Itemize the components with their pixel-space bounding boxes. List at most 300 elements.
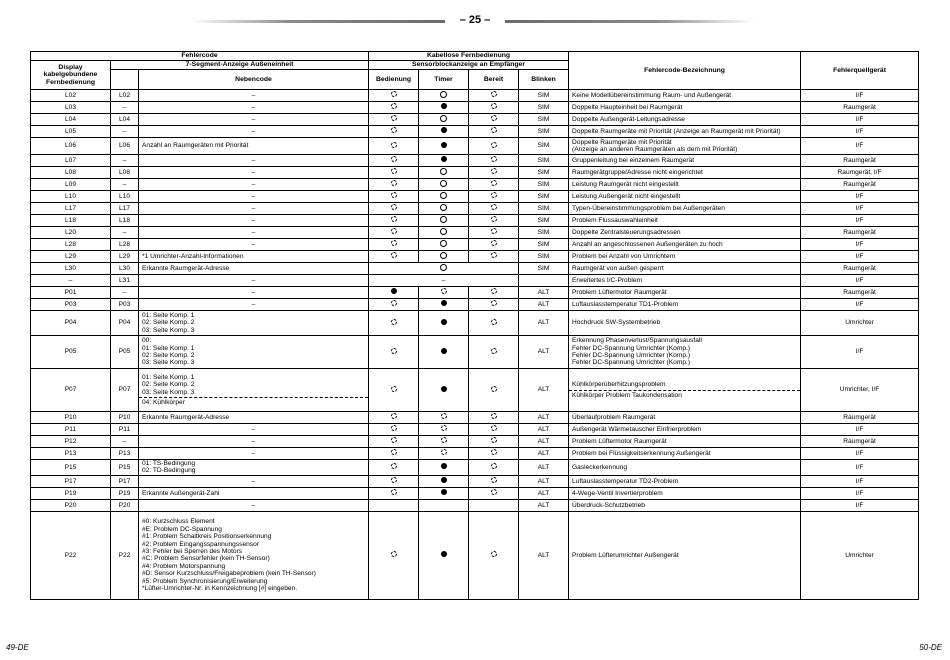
nebencode-line: Erkannte Raumgerät-Adresse xyxy=(142,264,230,272)
blinking-circle-icon xyxy=(441,425,447,431)
bedienung-indicator xyxy=(369,424,419,436)
error-source: Umrichter, I/F xyxy=(801,369,919,412)
col-7seg-code xyxy=(111,70,139,90)
blinking-circle-icon xyxy=(491,168,497,174)
bedienung-indicator xyxy=(369,412,419,424)
display-code: L02 xyxy=(31,90,111,102)
blinking-circle-icon xyxy=(491,142,497,148)
footer-left: 49-DE xyxy=(6,643,29,652)
blinken-value: ALT xyxy=(519,475,569,487)
segment-code: P20 xyxy=(111,499,139,511)
nebencode xyxy=(139,275,369,287)
display-code: L17 xyxy=(31,203,111,215)
col-bereit: Bereit xyxy=(469,70,519,90)
display-code: L05 xyxy=(31,126,111,138)
error-source: I/F xyxy=(801,215,919,227)
blinking-circle-icon xyxy=(491,127,497,133)
bedienung-indicator xyxy=(369,126,419,138)
error-description-line: Doppelte Haupteinheit bei Raumgerät xyxy=(572,103,683,111)
nebencode-line: – xyxy=(251,115,256,123)
page-number: – 25 – xyxy=(459,14,491,26)
blinken-value: SIM xyxy=(519,126,569,138)
timer-indicator xyxy=(419,126,469,138)
error-source: Raumgerät, I/F xyxy=(801,167,919,179)
blinken-value: ALT xyxy=(519,412,569,424)
error-description xyxy=(569,299,801,311)
error-description xyxy=(569,239,801,251)
error-description xyxy=(569,412,801,424)
nebencode xyxy=(139,239,369,251)
error-description xyxy=(569,448,801,460)
bereit-indicator xyxy=(469,239,519,251)
nebencode-line: – xyxy=(251,449,256,457)
bereit-indicator xyxy=(469,138,519,155)
timer-indicator xyxy=(419,475,469,487)
blinking-circle-icon xyxy=(391,192,397,198)
timer-indicator xyxy=(419,448,469,460)
error-description xyxy=(569,287,801,299)
nebencode-line: – xyxy=(251,425,256,433)
timer-indicator xyxy=(419,436,469,448)
segment-code: L30 xyxy=(111,263,139,275)
display-code: L06 xyxy=(31,138,111,155)
error-description-line: (Anzeige an anderen Raumgeräten als dem mit Priorität) xyxy=(572,146,738,153)
bedienung-indicator xyxy=(369,90,419,102)
segment-code: P19 xyxy=(111,487,139,499)
nebencode xyxy=(139,511,369,599)
timer-indicator xyxy=(419,251,469,263)
timer-indicator xyxy=(419,155,469,167)
display-code: L29 xyxy=(31,251,111,263)
table-row xyxy=(31,114,919,126)
nebencode xyxy=(139,114,369,126)
nebencode-line: 02: TD-Bedingung xyxy=(142,467,196,475)
filled-circle-icon xyxy=(441,348,447,354)
timer-indicator xyxy=(419,287,469,299)
error-description xyxy=(569,215,801,227)
error-description-line: Erkennung Phasenverlust/Spannungsausfall xyxy=(572,337,702,345)
error-source: I/F xyxy=(801,448,919,460)
nebencode xyxy=(139,311,369,336)
error-source: Umrichter xyxy=(801,511,919,599)
blinking-circle-icon xyxy=(491,252,497,258)
error-description-line: Außengerät Wärmetauscher Einfrierproblem xyxy=(572,425,702,433)
error-source: Raumgerät xyxy=(801,155,919,167)
blinking-circle-icon xyxy=(491,180,497,186)
error-description xyxy=(569,227,801,239)
sensor-indicator xyxy=(369,263,519,275)
filled-circle-icon xyxy=(441,156,447,162)
display-code: L07 xyxy=(31,155,111,167)
error-description xyxy=(569,102,801,114)
error-description-line: Fehler DC-Spannung Umrichter (Komp.) xyxy=(572,359,691,367)
bedienung-indicator xyxy=(369,251,419,263)
segment-code: – xyxy=(111,126,139,138)
display-code: – xyxy=(31,275,111,287)
nebencode-line: 03: Seite Komp. 3 xyxy=(142,388,195,396)
bedienung-indicator xyxy=(369,287,419,299)
bereit-indicator xyxy=(469,227,519,239)
nebencode xyxy=(139,448,369,460)
timer-indicator xyxy=(419,239,469,251)
bedienung-indicator xyxy=(369,369,419,412)
nebencode-line: 01: Seite Komp. 1 xyxy=(142,373,195,381)
blinking-circle-icon xyxy=(491,551,497,557)
error-description xyxy=(569,460,801,476)
blinking-circle-icon xyxy=(391,413,397,419)
table-row xyxy=(31,102,919,114)
open-circle-icon xyxy=(440,168,447,175)
col-bezeichnung: Fehlercode-Bezeichnung xyxy=(569,52,801,90)
nebencode xyxy=(139,412,369,424)
bereit-indicator xyxy=(469,369,519,412)
error-description xyxy=(569,138,801,155)
timer-indicator xyxy=(419,191,469,203)
bereit-indicator xyxy=(469,299,519,311)
blinking-circle-icon xyxy=(391,489,397,495)
segment-code: L29 xyxy=(111,251,139,263)
nebencode-line: #4: Problem Motorspannung xyxy=(142,562,226,570)
blinking-circle-icon xyxy=(391,103,397,109)
segment-code: L31 xyxy=(111,275,139,287)
table-row xyxy=(31,311,919,336)
display-code: P12 xyxy=(31,436,111,448)
segment-code: L18 xyxy=(111,215,139,227)
error-source: I/F xyxy=(801,275,919,287)
display-code: P07 xyxy=(31,369,111,412)
table-row xyxy=(31,90,919,102)
nebencode-line: – xyxy=(251,437,256,445)
blinking-circle-icon xyxy=(391,204,397,210)
bedienung-indicator xyxy=(369,138,419,155)
error-description xyxy=(569,311,801,336)
nebencode-line: 01: Seite Komp. 1 xyxy=(142,311,195,319)
blinking-circle-icon xyxy=(491,228,497,234)
table-row xyxy=(31,511,919,599)
segment-code: – xyxy=(111,287,139,299)
error-description xyxy=(569,114,801,126)
bereit-indicator xyxy=(469,460,519,476)
timer-indicator xyxy=(419,487,469,499)
nebencode xyxy=(139,191,369,203)
error-description xyxy=(569,424,801,436)
blinking-circle-icon xyxy=(391,386,397,392)
nebencode-line: – xyxy=(251,91,256,99)
error-source: Raumgerät xyxy=(801,436,919,448)
blinken-value: SIM xyxy=(519,263,569,275)
nebencode-line: – xyxy=(251,216,256,224)
blinking-circle-icon xyxy=(491,156,497,162)
blinken-value: ALT xyxy=(519,436,569,448)
blinken-value: SIM xyxy=(519,114,569,126)
table-row xyxy=(31,448,919,460)
display-code: L30 xyxy=(31,263,111,275)
error-source: Umrichter xyxy=(801,311,919,336)
blinking-circle-icon xyxy=(441,288,447,294)
open-circle-icon xyxy=(440,240,447,247)
table-row xyxy=(31,215,919,227)
blinken-value: ALT xyxy=(519,460,569,476)
col-blinken: Blinken xyxy=(519,70,569,90)
nebencode xyxy=(139,126,369,138)
display-code: P19 xyxy=(31,487,111,499)
filled-circle-icon xyxy=(441,142,447,148)
blinking-circle-icon xyxy=(491,413,497,419)
blinking-circle-icon xyxy=(491,319,497,325)
timer-indicator xyxy=(419,138,469,155)
error-source: Raumgerät xyxy=(801,227,919,239)
bereit-indicator xyxy=(469,436,519,448)
error-description-line: Problem bei Anzahl von Umrichtern xyxy=(572,252,676,260)
blinken-value: SIM xyxy=(519,191,569,203)
error-description-line: Anzahl an angeschlossenen Außengeräten zu hoch xyxy=(572,240,723,248)
error-description-line: Hochdruck SW-Systembetrieb xyxy=(572,319,661,327)
timer-indicator xyxy=(419,215,469,227)
error-description xyxy=(569,275,801,287)
segment-code: P05 xyxy=(111,336,139,369)
error-source: Raumgerät xyxy=(801,263,919,275)
error-description xyxy=(569,179,801,191)
nebencode-line: – xyxy=(251,501,256,509)
error-description-line: Leistung Außengerät nicht eingestellt xyxy=(572,192,681,200)
timer-indicator xyxy=(419,179,469,191)
display-code: P05 xyxy=(31,336,111,369)
nebencode xyxy=(139,227,369,239)
error-description-line: Luftauslasstemperatur TD1-Problem xyxy=(572,300,679,308)
blinken-value: SIM xyxy=(519,155,569,167)
table-row xyxy=(31,299,919,311)
bereit-indicator xyxy=(469,487,519,499)
error-description xyxy=(569,499,801,511)
blinking-circle-icon xyxy=(491,288,497,294)
col-display: Display kabelgebundene Fernbedienung xyxy=(31,61,111,90)
error-description-line: Raumgerätgruppe/Adresse nicht eingerichtet xyxy=(572,168,703,176)
timer-indicator xyxy=(419,227,469,239)
group-sensor: Sensorblockanzeige an Empfänger xyxy=(369,61,569,70)
nebencode-line: – xyxy=(251,168,256,176)
open-circle-icon xyxy=(440,115,447,122)
nebencode xyxy=(139,155,369,167)
blinking-circle-icon xyxy=(391,449,397,455)
filled-circle-icon xyxy=(391,288,397,294)
table-row xyxy=(31,460,919,476)
blinking-circle-icon xyxy=(491,348,497,354)
bereit-indicator xyxy=(469,511,519,599)
nebencode-line: Erkannte Außengerät-Zahl xyxy=(142,489,220,497)
bereit-indicator xyxy=(469,311,519,336)
error-source: Raumgerät xyxy=(801,412,919,424)
blinken-value xyxy=(519,275,569,287)
timer-indicator xyxy=(419,460,469,476)
blinking-circle-icon xyxy=(491,91,497,97)
error-description-line: Luftauslasstemperatur TD2-Problem xyxy=(572,477,679,485)
error-source: I/F xyxy=(801,336,919,369)
nebencode-line: – xyxy=(251,276,256,284)
blinking-circle-icon xyxy=(491,192,497,198)
filled-circle-icon xyxy=(441,300,447,306)
blinking-circle-icon xyxy=(491,463,497,469)
blinking-circle-icon xyxy=(391,463,397,469)
blinking-circle-icon xyxy=(391,168,397,174)
nebencode xyxy=(139,499,369,511)
nebencode-line: #E: Problem DC-Spannung xyxy=(142,525,222,533)
bedienung-indicator xyxy=(369,448,419,460)
blinken-value: ALT xyxy=(519,287,569,299)
table-row xyxy=(31,287,919,299)
blinking-circle-icon xyxy=(491,204,497,210)
error-source: I/F xyxy=(801,114,919,126)
segment-code: P17 xyxy=(111,475,139,487)
display-code: P20 xyxy=(31,499,111,511)
blinken-value: SIM xyxy=(519,102,569,114)
nebencode-line: #0: Kurzschluss Element xyxy=(142,518,215,526)
error-description-line: 4-Wege-Ventil Invertierproblem xyxy=(572,489,663,497)
error-description xyxy=(569,90,801,102)
display-code: P01 xyxy=(31,287,111,299)
nebencode-line: – xyxy=(251,192,256,200)
display-code: P10 xyxy=(31,412,111,424)
blinking-circle-icon xyxy=(441,449,447,455)
sensor-indicator xyxy=(369,275,519,287)
bereit-indicator xyxy=(469,412,519,424)
blinken-value: ALT xyxy=(519,369,569,412)
blinking-circle-icon xyxy=(391,319,397,325)
blinking-circle-icon xyxy=(491,489,497,495)
timer-indicator xyxy=(419,311,469,336)
nebencode-line: #5: Problem Synchronisierung/Erweiterung xyxy=(142,577,268,585)
nebencode-line: *1 Umrichter-Anzahl-Informationen xyxy=(142,252,244,260)
table-row xyxy=(31,369,919,412)
bedienung-indicator xyxy=(369,227,419,239)
nebencode xyxy=(139,487,369,499)
bedienung-indicator xyxy=(369,499,419,511)
blinken-value: SIM xyxy=(519,179,569,191)
segment-code: – xyxy=(111,155,139,167)
table-row xyxy=(31,275,919,287)
blinking-circle-icon xyxy=(391,477,397,483)
error-source: I/F xyxy=(801,126,919,138)
error-description xyxy=(569,203,801,215)
timer-indicator xyxy=(419,499,469,511)
blinken-value: ALT xyxy=(519,299,569,311)
error-description xyxy=(569,155,801,167)
bereit-indicator xyxy=(469,90,519,102)
blinking-circle-icon xyxy=(491,103,497,109)
bedienung-indicator xyxy=(369,191,419,203)
filled-circle-icon xyxy=(441,477,447,483)
segment-code: P07 xyxy=(111,369,139,412)
table-row xyxy=(31,263,919,275)
blinken-value: SIM xyxy=(519,227,569,239)
bedienung-indicator xyxy=(369,487,419,499)
nebencode xyxy=(139,287,369,299)
nebencode-line: 04: Kühlkörper xyxy=(139,397,368,406)
error-source: I/F xyxy=(801,90,919,102)
nebencode-line: #C: Problem Sensorfehler (kein TH-Sensor) xyxy=(142,555,270,563)
error-description-line: Doppelte Zentralsteuerungsadressen xyxy=(572,228,681,236)
filled-circle-icon xyxy=(441,319,447,325)
nebencode xyxy=(139,102,369,114)
bereit-indicator xyxy=(469,155,519,167)
bereit-indicator xyxy=(469,251,519,263)
bereit-indicator xyxy=(469,179,519,191)
display-code: P11 xyxy=(31,424,111,436)
blinking-circle-icon xyxy=(391,216,397,222)
segment-code: – xyxy=(111,227,139,239)
blinking-circle-icon xyxy=(491,425,497,431)
bereit-indicator xyxy=(469,499,519,511)
bedienung-indicator xyxy=(369,179,419,191)
blinken-value: SIM xyxy=(519,239,569,251)
error-description xyxy=(569,251,801,263)
blinken-value: ALT xyxy=(519,311,569,336)
error-source: Raumgerät xyxy=(801,102,919,114)
display-code: P13 xyxy=(31,448,111,460)
error-description xyxy=(569,336,801,369)
nebencode-line: – xyxy=(251,240,256,248)
blinking-circle-icon xyxy=(391,240,397,246)
blinking-circle-icon xyxy=(391,180,397,186)
blinking-circle-icon xyxy=(491,386,497,392)
error-description-line: Problem Lüfterumrichter Außengerät xyxy=(572,551,679,559)
table-row xyxy=(31,191,919,203)
display-code: L18 xyxy=(31,215,111,227)
table-row xyxy=(31,499,919,511)
nebencode-line: 03: Seite Komp. 3 xyxy=(142,359,195,367)
error-source: I/F xyxy=(801,499,919,511)
bereit-indicator xyxy=(469,475,519,487)
blinking-circle-icon xyxy=(491,477,497,483)
error-description-line: Fehler DC-Spannung Umrichter (Komp.) xyxy=(572,344,691,352)
error-description-line: Doppelte Raumgeräte mit Priorität (Anzeige an Raumgerät mit Priorität) xyxy=(572,127,781,135)
dash-text: – xyxy=(441,276,446,284)
error-description-line: Problem bei Flüssigkeitserkennung Außengerät xyxy=(572,449,711,457)
blinking-circle-icon xyxy=(391,252,397,258)
blinking-circle-icon xyxy=(391,437,397,443)
table-row xyxy=(31,412,919,424)
col-fehlerquelle: Fehlerquellgerät xyxy=(801,52,919,90)
error-description-line: Problem Lüftermotor Raumgerät xyxy=(572,288,667,296)
display-code: L08 xyxy=(31,167,111,179)
error-description-line: Gasleckerkennung xyxy=(572,463,628,471)
filled-circle-icon xyxy=(441,103,447,109)
blinking-circle-icon xyxy=(391,127,397,133)
error-description-line: Leistung Raumgerät nicht eingestellt xyxy=(572,180,679,188)
table-row xyxy=(31,227,919,239)
bedienung-indicator xyxy=(369,336,419,369)
error-source: I/F xyxy=(801,251,919,263)
blinken-value: ALT xyxy=(519,336,569,369)
nebencode-line: Erkannte Raumgerät-Adresse xyxy=(142,413,230,421)
bedienung-indicator xyxy=(369,215,419,227)
segment-code: P11 xyxy=(111,424,139,436)
error-description xyxy=(569,263,801,275)
filled-circle-icon xyxy=(441,127,447,133)
bereit-indicator xyxy=(469,424,519,436)
header-rule-right xyxy=(505,20,755,23)
bedienung-indicator xyxy=(369,114,419,126)
table-row xyxy=(31,475,919,487)
timer-indicator xyxy=(419,424,469,436)
nebencode-line: 02: Seite Komp. 2 xyxy=(142,381,195,389)
blinken-value: SIM xyxy=(519,203,569,215)
bereit-indicator xyxy=(469,114,519,126)
blinking-circle-icon xyxy=(491,216,497,222)
blinking-circle-icon xyxy=(391,142,397,148)
bereit-indicator xyxy=(469,167,519,179)
bereit-indicator xyxy=(469,102,519,114)
bereit-indicator xyxy=(469,336,519,369)
